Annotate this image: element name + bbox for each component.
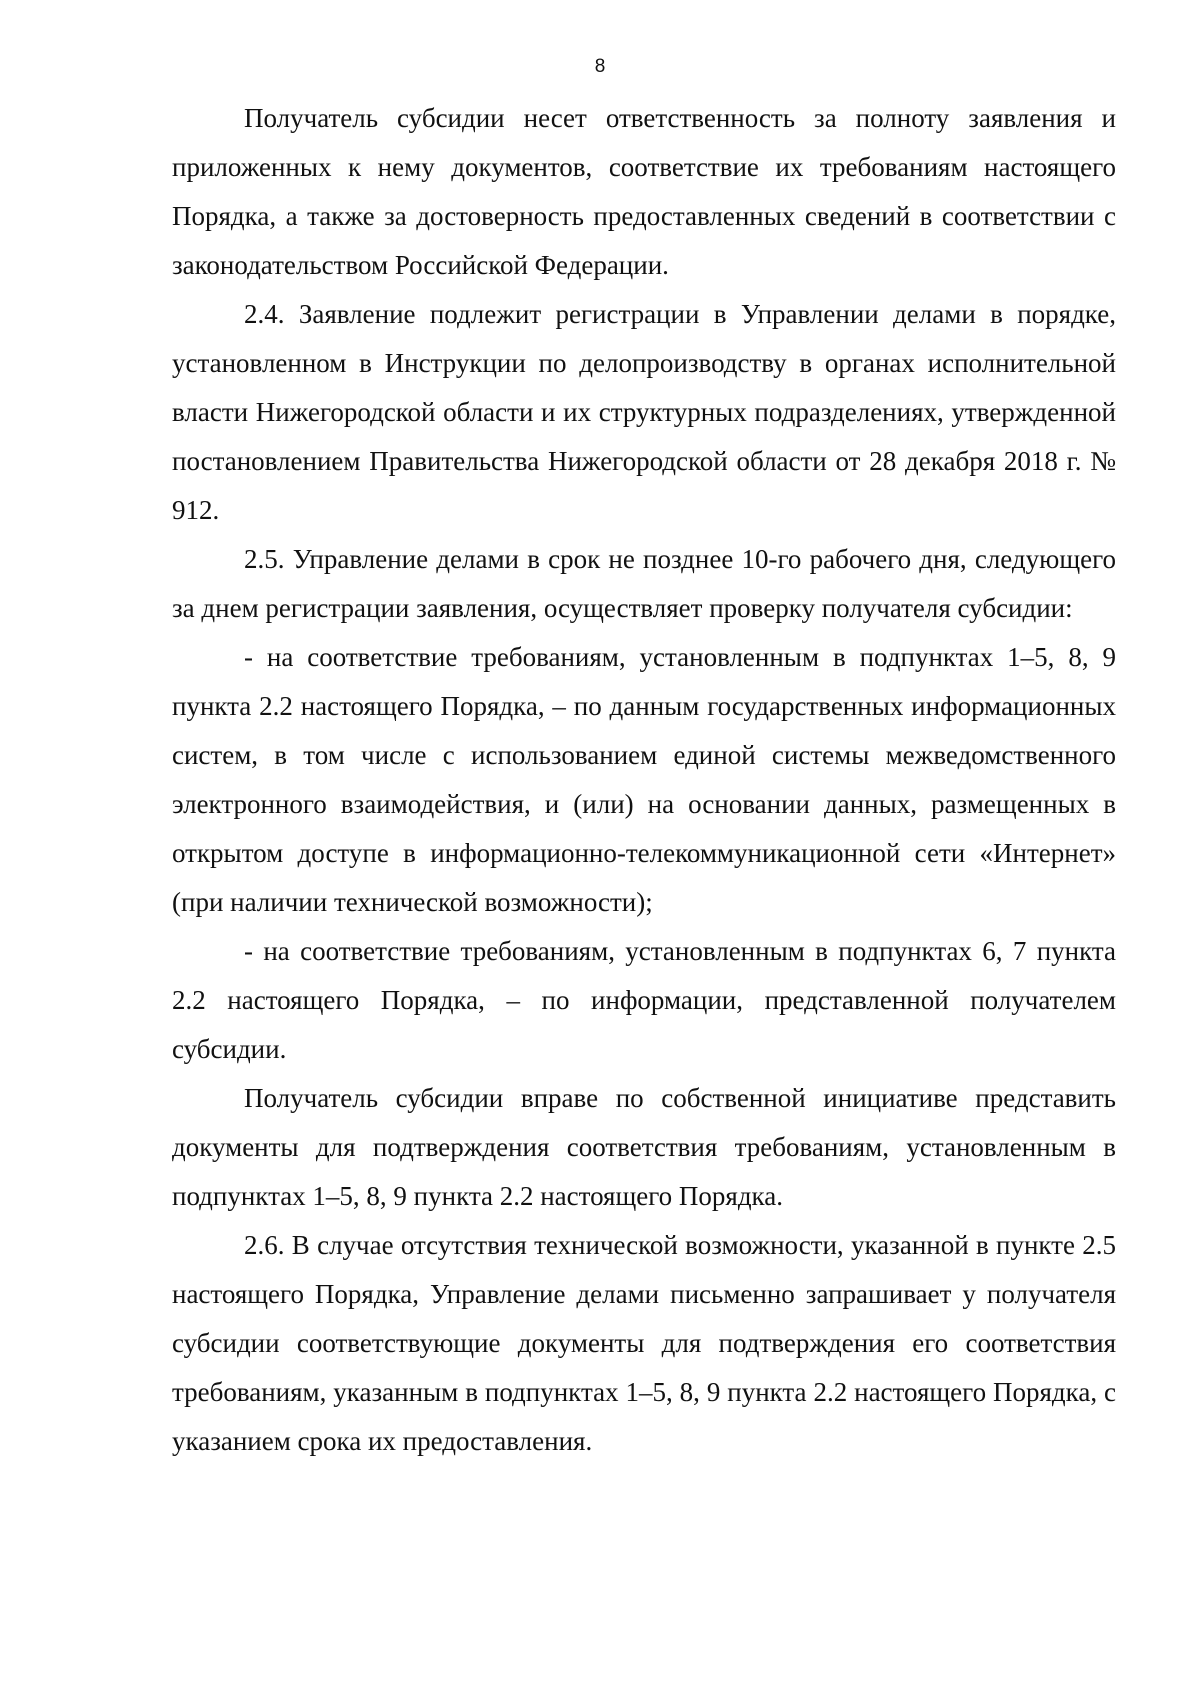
paragraph-2-6-no-technical-possibility: 2.6. В случае отсутствия технической возможности, указанной в пункте 2.5 настоящего Порядка, Управление делами письменно запрашивает у получателя субсидии соответствующие документы для подтверждения его соответствия требованиям, указанным в подпунктах 1–5, 8, 9 пункта 2.2 настоящего Порядка, с указанием срока их предоставления. bbox=[172, 1230, 1116, 1456]
paragraph-2-5-verification: 2.5. Управление делами в срок не позднее 10-го рабочего дня, следующего за днем регистрации заявления, осуществляет проверку получателя субсидии: bbox=[172, 544, 1116, 623]
page-number: 8 bbox=[594, 56, 606, 77]
list-item-requirements-1-5-8-9: - на соответствие требованиям, установленным в подпунктах 1–5, 8, 9 пункта 2.2 настоящего Порядка, – по данным государственных информационных систем, в том числе с использованием единой системы межведомственного электронного взаимодействия, и (или) на основании данных, размещенных в открытом доступе в информационно-телекоммуникационной сети «Интернет» (при наличии технической возможности); bbox=[172, 642, 1116, 917]
list-item-requirements-6-7: - на соответствие требованиям, установленным в подпунктах 6, 7 пункта 2.2 настоящего Порядка, – по информации, представленной получателем субсидии. bbox=[172, 936, 1116, 1064]
paragraph-responsibility: Получатель субсидии несет ответственность за полноту заявления и приложенных к нему документов, соответствие их требованиям настоящего Порядка, а также за достоверность предоставленных сведений в соответствии с законодательством Российской Федерации. bbox=[172, 103, 1116, 280]
paragraph-2-4-registration: 2.4. Заявление подлежит регистрации в Управлении делами в порядке, установленном в Инструкции по делопроизводству в органах исполнительной власти Нижегородской области и их структурных подразделениях, утвержденной постановлением Правительства Нижегородской области от 28 декабря 2018 г. № 912. bbox=[172, 299, 1116, 525]
paragraph-own-initiative: Получатель субсидии вправе по собственной инициативе представить документы для подтверждения соответствия требованиям, установленным в подпунктах 1–5, 8, 9 пункта 2.2 настоящего Порядка. bbox=[172, 1083, 1116, 1211]
document-body bbox=[172, 94, 1116, 1466]
